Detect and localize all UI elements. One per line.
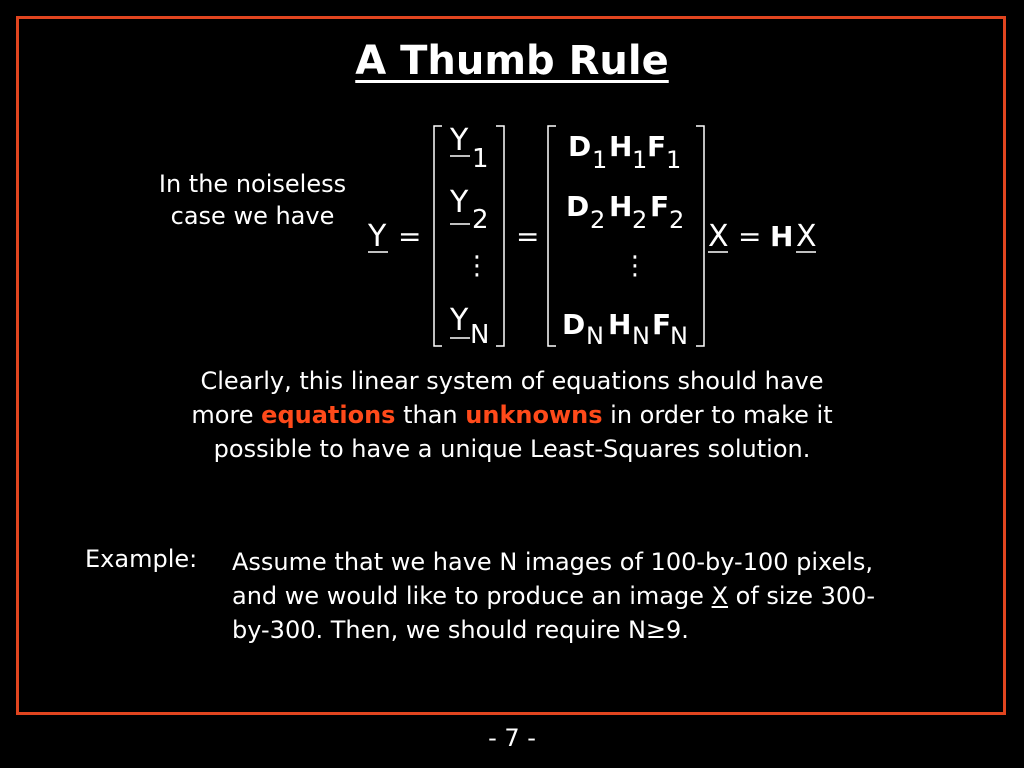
vec-rowN-y: Y [450,303,469,338]
example-line1: Assume that we have N images of 100-by-100 pixels, [232,548,874,576]
eq-x2: X [796,219,817,254]
mat-row2-d: D [566,190,590,223]
mat-row1-h-sub: 1 [632,146,648,174]
word-more: more [191,401,262,429]
paragraph-line1: Clearly, this linear system of equations should have [200,367,824,395]
eq-x: X [708,219,729,254]
highlight-unknowns: unknowns [465,401,603,429]
mat-rowN-f-sub: N [670,322,688,350]
mat-row2-f-sub: 2 [669,206,685,234]
mat-row1-f: F [647,130,667,163]
vec-row2-sub: 2 [472,205,489,235]
example-label: Example: [85,545,198,573]
slide-title: A Thumb Rule [355,38,669,84]
mat-row1-f-sub: 1 [666,146,682,174]
mat-vdots: ⋮ [622,251,648,281]
paragraph-line2-rest: in order to make it [602,401,833,429]
vec-row2-y: Y [450,185,469,220]
side-note-line2: case we have [170,202,335,230]
highlight-equations: equations [261,401,396,429]
eq-lhs-y: Y [368,219,387,254]
mat-row1-d-sub: 1 [592,146,608,174]
vec-row1-y: Y [450,123,469,158]
example-x: X [711,582,729,610]
example-body [232,545,932,647]
mat-row2-d-sub: 2 [590,206,606,234]
mat-rowN-d-sub: N [586,322,604,350]
word-than: than [395,401,466,429]
paragraph-line2 [150,398,874,432]
matrix-equation [0,0,1024,360]
mat-row2-h-sub: 2 [632,206,648,234]
eq-h-bold: H [770,220,794,253]
example-line3: by-300. Then, we should require N≥9. [232,616,689,644]
mat-row1-d: D [568,130,592,163]
vec-right-bracket [496,126,504,346]
vec-left-bracket [434,126,442,346]
vec-vdots: ⋮ [464,251,490,281]
example-line2 [232,579,932,613]
example-line2-pre: and we would like to produce an image [232,582,712,610]
mat-rowN-f: F [652,308,672,341]
example-line2-post: of size 300- [728,582,876,610]
paragraph-line3: possible to have a unique Least-Squares solution. [213,435,811,463]
side-note-line1: In the noiseless [158,170,347,198]
vec-row1-sub: 1 [472,144,489,174]
mat-rowN-h-sub: N [632,322,650,350]
eq-equals-1: = [398,220,422,253]
mat-row2-h: H [609,190,633,223]
eq-equals-2: = [516,220,540,253]
mat-left-bracket [548,126,556,346]
mat-right-bracket [696,126,704,346]
mat-rowN-d: D [562,308,586,341]
mat-row1-h: H [609,130,633,163]
mat-rowN-h: H [608,308,632,341]
mat-row2-f: F [650,190,670,223]
vec-rowN-sub: N [470,320,490,350]
eq-equals-3: = [738,220,762,253]
explanation-paragraph [150,364,874,466]
page-number: - 7 - [488,724,536,752]
